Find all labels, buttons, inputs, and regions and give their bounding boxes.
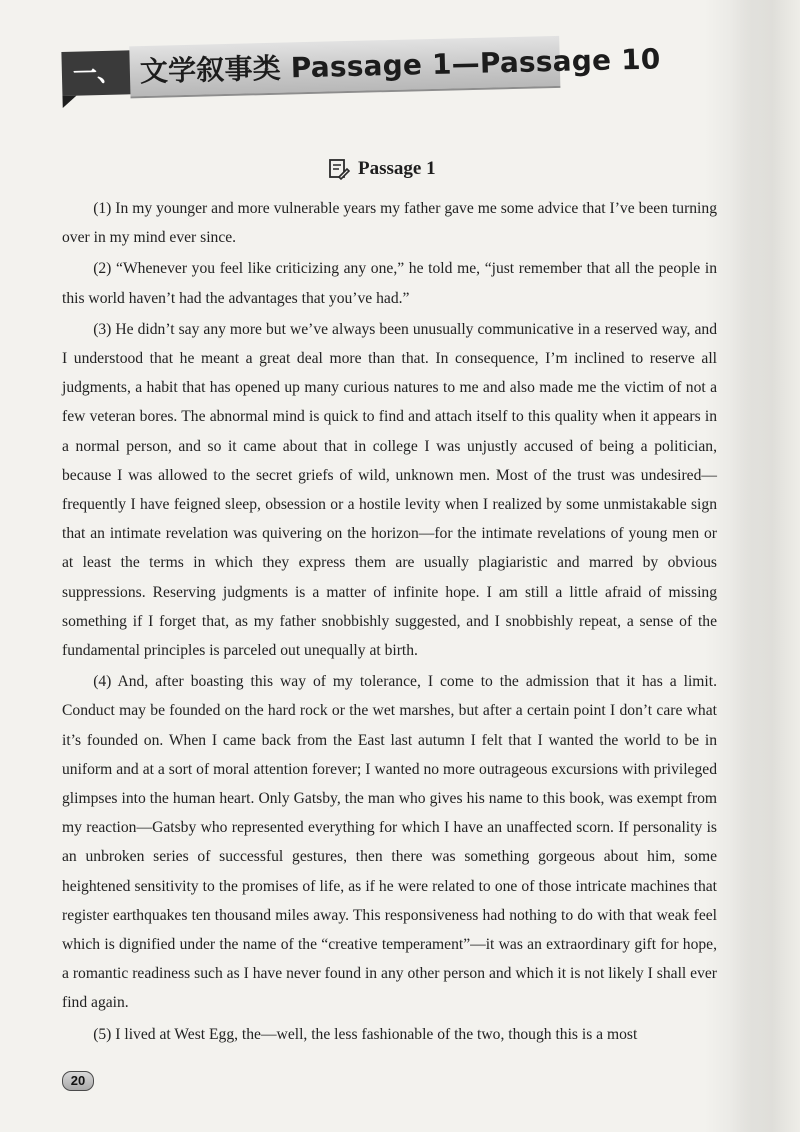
passage-body	[62, 194, 717, 1049]
paragraph-2: (2) “Whenever you feel like criticizing any one,” he told me, “just remember that all the people in this world haven’t had the advantages that you’ve had.”	[62, 260, 717, 307]
page-edge-shadow	[730, 0, 800, 1132]
paragraph-3: (3) He didn’t say any more but we’ve always been unusually communicative in a reserved way, and I understood that he meant a great deal more than that. In consequence, I’m inclined to reserve all judgments, a habit that has opened up many curious natures to me and also made me the victim of not a few veteran bores. The abnormal mind is quick to find and attach itself to this quality when it appears in a normal person, and so it came about that in college I was unjustly accused of being a politician, because I was allowed to the secret griefs of wild, unknown men. Most of the trust was undesired—frequently I have feigned sleep, obsession or a hostile levity when I realized by some unmistakable sign that an intimate revelation was quivering on the horizon—for the intimate revelations of young men or at least the terms in which they express them are usually plagiaristic and marred by obvious suppressions. Reserving judgments is a matter of infinite hope. I am still a little afraid of missing something if I forget that, as my father snobbishly suggested, and I snobbishly repeat, a sense of the fundamental principles is parceled out unequally at birth.	[62, 320, 717, 660]
section-banner	[61, 36, 661, 106]
passage-title: Passage 1	[358, 158, 436, 179]
document-pen-icon	[328, 158, 350, 180]
paragraph-1: (1) In my younger and more vulnerable years my father gave me some advice that I’ve been turning over in my mind ever since.	[62, 200, 717, 247]
paragraph-4: (4) And, after boasting this way of my tolerance, I come to the admission that it has a limit. Conduct may be founded on the hard rock or the wet marshes, but after a certain point I don’t care what it’s founded on. When I came back from the East last autumn I felt that I wanted the world to be in uniform and at a sort of moral attention forever; I wanted no more outrageous excursions with privileged glimpses into the human heart. Only Gatsby, the man who gives his name to this book, was exempt from my reaction—Gatsby who represented everything for which I have an unaffected scorn. If personality is an unbroken series of successful gestures, then there was something gorgeous about him, some heightened sensitivity to the promises of life, as if he were related to one of those intricate machines that register earthquakes ten thousand miles away. This responsiveness had nothing to do with that weak feel which is dignified under the name of the “creative temperament”—it was an extraordinary gift for hope, a romantic readiness such as I have never found in any other person and which it is not likely I shall ever find again.	[62, 673, 717, 1012]
page-number-badge: 20	[62, 1071, 94, 1091]
banner-fold-shape	[62, 96, 76, 108]
paragraph-5: (5) I lived at West Egg, the—well, the less fashionable of the two, though this is a most	[93, 1025, 638, 1043]
section-title: 文学叙事类 Passage 1—Passage 10	[139, 42, 661, 89]
passage-heading	[328, 156, 436, 182]
section-number-tab: 一、	[61, 50, 132, 96]
